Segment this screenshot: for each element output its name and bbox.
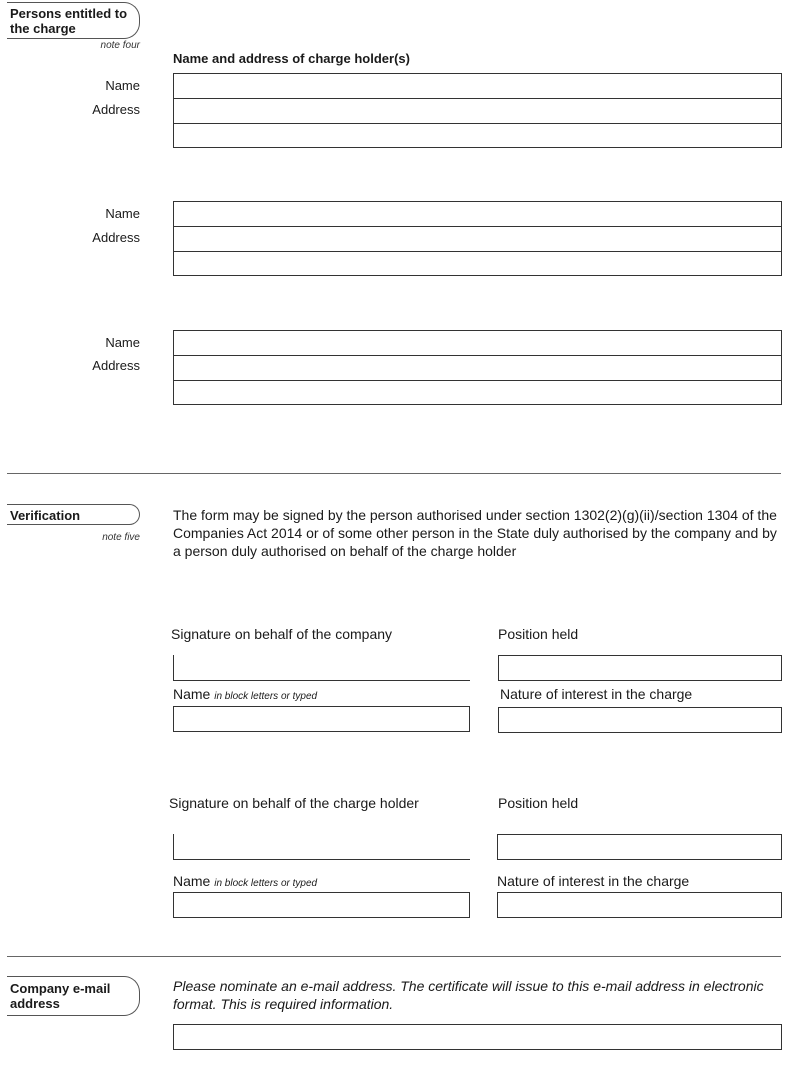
- email-instructions: Please nominate an e-mail address. The certificate will issue to this e-mail address in electronic format. This is required information.: [173, 978, 764, 1012]
- company-position-field[interactable]: [498, 655, 782, 681]
- holder1-name-field[interactable]: [173, 73, 782, 99]
- holder-signature-label: Signature on behalf of the charge holder: [169, 795, 419, 811]
- company-name-label: Name: [173, 686, 211, 702]
- holder-name-field[interactable]: [173, 892, 470, 918]
- holder2-name-label: Name: [105, 206, 140, 221]
- section-divider-2: [7, 956, 781, 957]
- company-name-field[interactable]: [173, 706, 470, 732]
- section-tab-verification: [7, 504, 140, 525]
- section-tab-email-line1: Company e-mail: [10, 981, 111, 996]
- note-four: note four: [100, 40, 140, 51]
- holder2-address-label: Address: [92, 230, 140, 245]
- company-position-label: Position held: [498, 626, 579, 642]
- holder1-name-label: Name: [105, 78, 140, 93]
- holder-position-label: Position held: [498, 795, 579, 811]
- section-tab-email: [7, 976, 140, 1016]
- holder1-address-label: Address: [92, 102, 140, 117]
- holder2-name-field[interactable]: [173, 201, 782, 227]
- holder3-name-field[interactable]: [173, 330, 782, 356]
- holder2-address-line2-field[interactable]: [173, 251, 782, 276]
- holder-interest-label: Nature of interest in the charge: [497, 873, 690, 889]
- note-five: note five: [102, 532, 140, 543]
- holder-name-caption: [173, 873, 317, 889]
- holder3-address-label: Address: [92, 358, 140, 373]
- holder3-name-label: Name: [105, 335, 140, 350]
- holder-name-hint: in block letters or typed: [214, 878, 318, 889]
- company-interest-label: Nature of interest in the charge: [500, 686, 693, 702]
- email-field[interactable]: [173, 1024, 782, 1050]
- company-signature-label: Signature on behalf of the company: [171, 626, 393, 642]
- section-tab-persons-line2: the charge: [10, 21, 76, 36]
- company-interest-field[interactable]: [498, 707, 782, 733]
- holder3-address-line2-field[interactable]: [173, 380, 782, 405]
- holder-signature-field[interactable]: [173, 834, 470, 860]
- section-tab-email-line2: address: [10, 996, 60, 1011]
- holder-position-field[interactable]: [497, 834, 782, 860]
- section-divider-1: [7, 473, 781, 474]
- verification-text: The form may be signed by the person authorised under section 1302(2)(g)(ii)/section 1304 of the Companies Act 2014 or of some other person in the State duly authorised by the company and by a person duly authorised on behalf of the charge holder: [173, 507, 777, 559]
- company-signature-field[interactable]: [173, 655, 470, 681]
- holder1-address-line1-field[interactable]: [173, 98, 782, 124]
- holder1-address-line2-field[interactable]: [173, 123, 782, 148]
- section-tab-persons-entitled: [7, 2, 140, 39]
- holder-interest-field[interactable]: [497, 892, 782, 918]
- charge-holders-heading: Name and address of charge holder(s): [173, 51, 410, 66]
- holder2-address-line1-field[interactable]: [173, 226, 782, 252]
- holder3-address-line1-field[interactable]: [173, 355, 782, 381]
- company-name-caption: [173, 686, 317, 702]
- section-tab-persons-line1: Persons entitled to: [10, 6, 128, 21]
- section-tab-verification-label: Verification: [10, 508, 81, 523]
- company-name-hint: in block letters or typed: [214, 691, 318, 702]
- holder-name-label: Name: [173, 873, 211, 889]
